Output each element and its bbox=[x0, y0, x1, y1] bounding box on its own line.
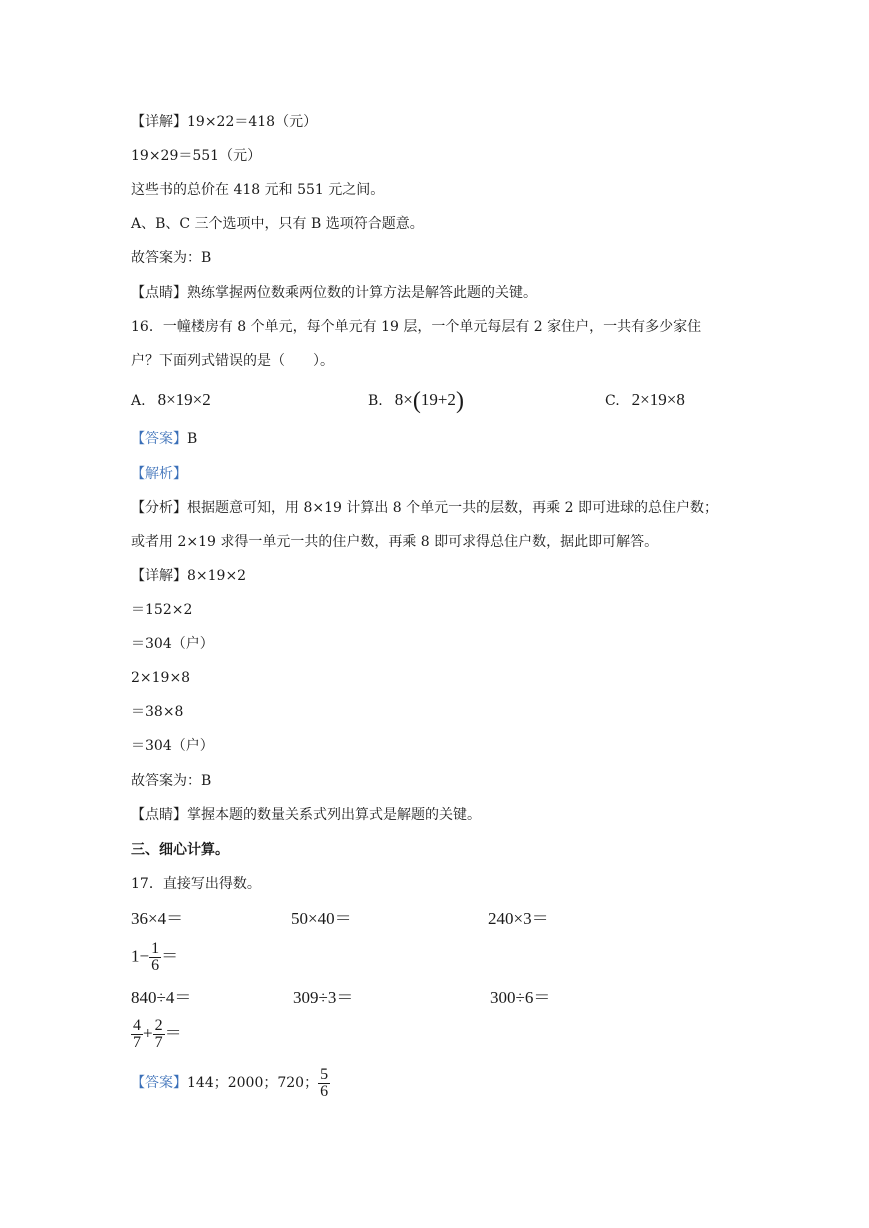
detail-line-2: 19×29＝551（元） bbox=[131, 148, 262, 164]
conclusion-line: 故答案为：B bbox=[131, 250, 212, 266]
answer-value: B bbox=[187, 431, 198, 447]
answer-17-tag: 【答案】 bbox=[131, 1075, 187, 1091]
fraction-denominator: 6 bbox=[320, 1082, 329, 1100]
fraction-one-sixth bbox=[149, 941, 161, 974]
answer-17-values: 144；2000；720； bbox=[187, 1075, 319, 1091]
solution-line-3: ＝304（户） bbox=[131, 636, 214, 652]
option-b-open-paren: ( bbox=[412, 388, 421, 414]
solution-line-6: ＝304（户） bbox=[131, 738, 214, 754]
fraction-numerator: 1 bbox=[151, 940, 160, 957]
fraction-denominator: 7 bbox=[154, 1034, 163, 1051]
calc-item-2: 50×40＝ bbox=[291, 909, 352, 928]
option-a-expression: 8×19×2 bbox=[157, 390, 211, 409]
question-16-line-1: 16．一幢楼房有 8 个单元，每个单元有 19 层，一个单元每层有 2 家住户，一共有多少家住 bbox=[131, 319, 702, 335]
solution-line-1: 【详解】8×19×2 bbox=[131, 568, 247, 584]
calc-item-5: 840÷4＝ bbox=[131, 988, 192, 1007]
option-a-label: A. bbox=[131, 393, 146, 409]
question-17: 17．直接写出得数。 bbox=[131, 876, 261, 892]
analysis-line-2: 或者用 2×19 求得一单元一共的住户数，再乘 8 即可求得总住户数，据此即可解答。 bbox=[131, 534, 659, 550]
option-b bbox=[368, 388, 464, 414]
calc-item-3: 240×3＝ bbox=[488, 909, 549, 928]
key-point-line: 【点睛】熟练掌握两位数乘两位数的计算方法是解答此题的关键。 bbox=[131, 285, 537, 301]
fraction-two-sevenths bbox=[153, 1018, 165, 1051]
calc-item-8-equals: ＝ bbox=[164, 1023, 182, 1043]
fraction-denominator: 6 bbox=[151, 957, 160, 974]
fraction-numerator: 2 bbox=[154, 1017, 163, 1034]
plus-sign: + bbox=[143, 1023, 153, 1043]
key-point-line-16: 【点睛】掌握本题的数量关系式列出算式是解题的关键。 bbox=[131, 807, 481, 823]
fraction-four-sevenths bbox=[131, 1018, 143, 1051]
calc-item-6: 309÷3＝ bbox=[293, 988, 354, 1007]
option-a bbox=[131, 390, 211, 411]
calc-item-8 bbox=[131, 1018, 182, 1051]
option-c-expression: 2×19×8 bbox=[631, 390, 685, 409]
detail-line-1: 【详解】19×22＝418（元） bbox=[131, 114, 318, 130]
fraction-numerator: 4 bbox=[133, 1017, 141, 1034]
option-b-expression-inner: 19+2 bbox=[420, 390, 456, 409]
detail-line-4: A、B、C 三个选项中，只有 B 选项符合题意。 bbox=[131, 216, 424, 232]
detail-line-3: 这些书的总价在 418 元和 551 元之间。 bbox=[131, 182, 385, 198]
fraction-numerator: 5 bbox=[320, 1065, 329, 1083]
calc-item-4-equals: ＝ bbox=[161, 946, 179, 966]
conclusion-line-16: 故答案为：B bbox=[131, 773, 212, 789]
solution-line-4: 2×19×8 bbox=[131, 670, 191, 686]
option-c-label: C. bbox=[605, 393, 620, 409]
calc-item-4 bbox=[131, 941, 178, 974]
option-c bbox=[605, 390, 685, 411]
answer-tag: 【答案】 bbox=[131, 431, 187, 447]
option-b-expression-prefix: 8× bbox=[394, 390, 413, 409]
option-b-expression bbox=[394, 388, 464, 414]
option-b-close-paren: ) bbox=[455, 388, 464, 414]
question-16-line-2: 户？下面列式错误的是（ ）。 bbox=[131, 353, 334, 369]
answer-17 bbox=[131, 1066, 330, 1100]
option-b-label: B. bbox=[368, 393, 383, 409]
answer-16 bbox=[131, 429, 197, 449]
answer-fraction-five-sixths bbox=[318, 1067, 330, 1100]
calc-item-1: 36×4＝ bbox=[131, 909, 184, 928]
section-title: 三、细心计算。 bbox=[131, 842, 229, 858]
solution-line-5: ＝38×8 bbox=[131, 704, 184, 720]
calc-item-7: 300÷6＝ bbox=[490, 988, 551, 1007]
analysis-tag: 【解析】 bbox=[131, 466, 187, 482]
analysis-line-1: 【分析】根据题意可知，用 8×19 计算出 8 个单元一共的层数，再乘 2 即可进球的总住户数； bbox=[131, 500, 718, 516]
fraction-denominator: 7 bbox=[133, 1034, 141, 1051]
solution-line-2: ＝152×2 bbox=[131, 602, 193, 618]
calc-item-4-prefix: 1− bbox=[131, 946, 150, 966]
